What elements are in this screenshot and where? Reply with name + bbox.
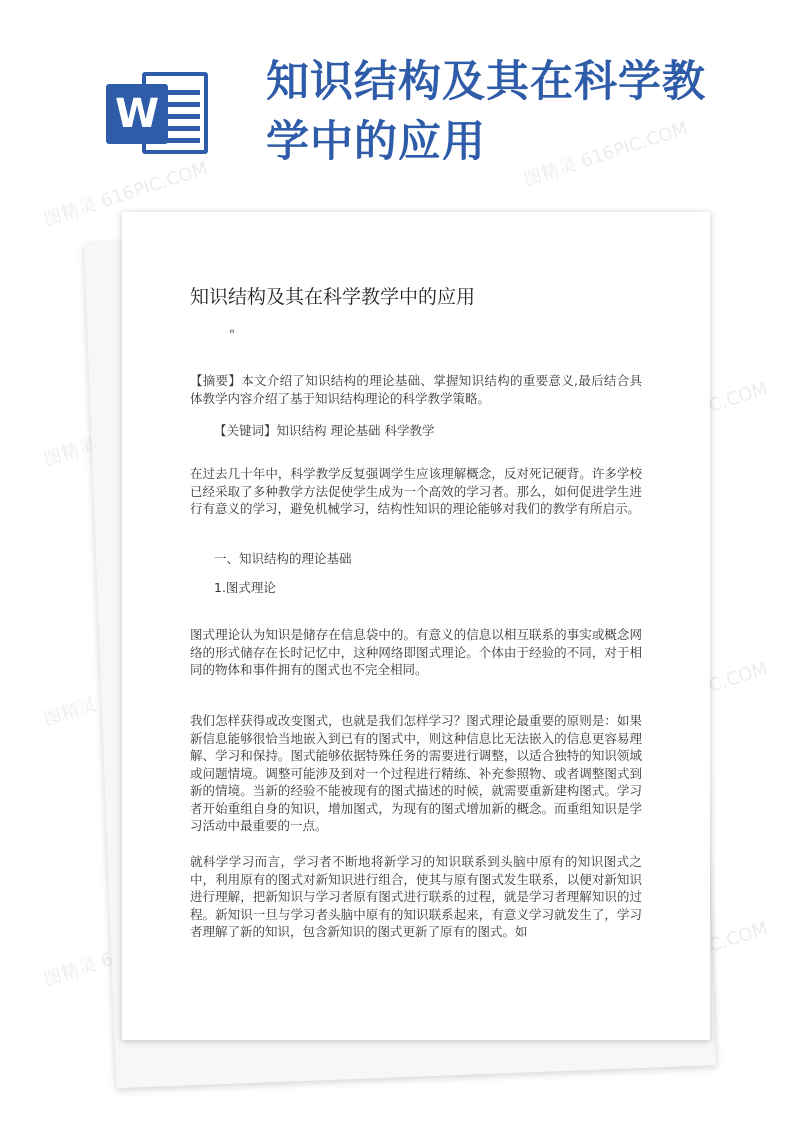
document-page <box>122 212 710 1040</box>
section-heading: 一、知识结构的理论基础 <box>214 551 352 566</box>
watermark: 图精灵 616PIC.COM <box>41 158 211 231</box>
keywords: 【关键词】知识结构 理论基础 科学教学 <box>214 423 435 438</box>
paragraph-schema-theory: 图式理论认为知识是储存在信息袋中的。有意义的信息以相互联系的事实或概念网络的形式储存在长时记忆中，这种网络即图式理论。个体由于经验的不同，对于相同的物体和事件拥有的图式也不完全相同。 <box>190 627 642 677</box>
quote-mark: " <box>229 328 235 343</box>
watermark: 图精灵 616PIC.COM <box>521 118 691 191</box>
paragraph-schema-learning: 我们怎样获得或改变图式，也就是我们怎样学习？图式理论最重要的原则是：如果新信息能够很恰当地嵌入到已有的图式中，则这种信息比无法嵌入的信息更容易理解、学习和保持。图式能够依据特殊任务的需要进行调整，以适合独特的知识领域或问题情境。调整可能涉及到对一个过程进行精练、补充参照物、或者调整图式到新的情境。当新的经验不能被现有的图式描述的时候，就需要重新建构图式。学习者开始重组自身的知识，增加图式，为现有的图式增加新的概念。而重组知识是学习活动中最重要的一点。 <box>190 713 642 833</box>
watermark: 616PIC.COM <box>658 658 771 713</box>
watermark: 图精灵 <box>41 954 100 991</box>
word-badge: W <box>106 84 168 144</box>
watermark: 图精灵 <box>41 434 100 471</box>
word-document-icon <box>106 70 212 156</box>
paragraph-science-learning: 就科学学习而言，学习者不断地将新学习的知识联系到头脑中原有的知识图式之中，利用原有的图式对新知识进行组合，使其与原有图式发生联系，以便对新知识进行理解，把新知识与学习者原有图式进行联系的过程，就是学习者理解知识的过程。新知识一旦与学习者头脑中原有的知识联系起来，有意义学习就发生了，学习者理解了新的知识，包含新知识的图式更新了原有的图式。如 <box>190 854 642 939</box>
watermark: 616PIC.COM <box>658 378 771 433</box>
watermark: 616PIC.COM <box>658 918 771 973</box>
page-title: 知识结构及其在科学教学中的应用 <box>266 57 706 167</box>
abstract: 【摘要】本文介绍了知识结构的理论基础、掌握知识结构的重要意义,最后结合具体教学内容介绍了基于知识结构理论的科学教学策略。 <box>190 373 642 406</box>
paragraph-intro: 在过去几十年中，科学教学反复强调学生应该理解概念，反对死记硬背。许多学校已经采取了多种教学方法促使学生成为一个高效的学习者。那么，如何促进学生进行有意义的学习，避免机械学习，结构性知识的理论能够对我们的教学有所启示。 <box>190 466 642 516</box>
watermark: 图精灵 <box>41 694 100 731</box>
subsection-heading: 1.图式理论 <box>214 580 276 595</box>
document-title: 知识结构及其在科学教学中的应用 <box>190 286 476 308</box>
